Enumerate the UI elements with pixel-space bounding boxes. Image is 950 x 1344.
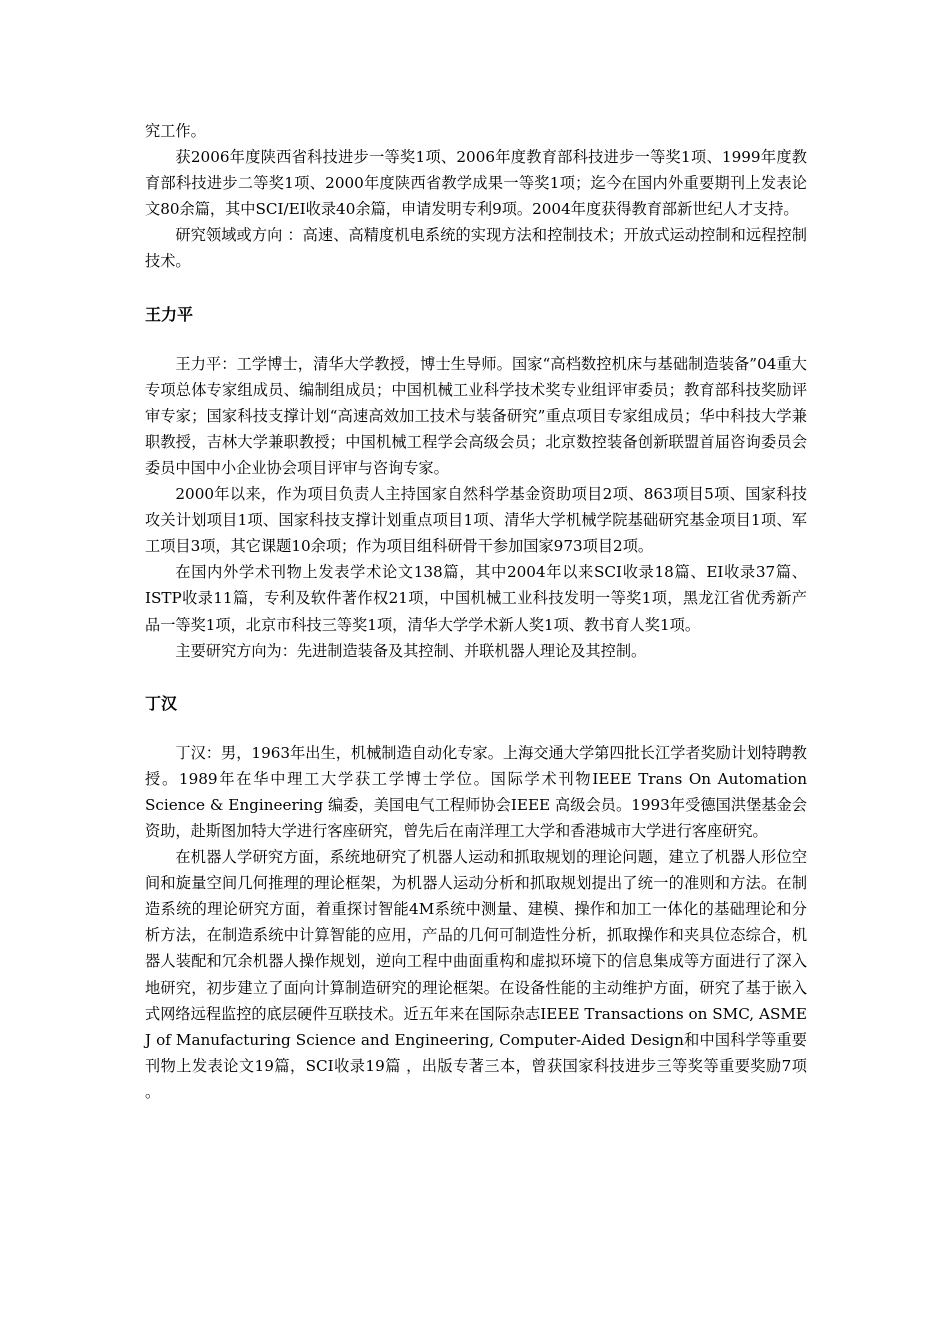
paragraph-research-field: 研究领域或方向 ：高速、高精度机电系统的实现方法和控制技术；开放式运动控制和远程控制技术。 — [145, 226, 807, 271]
paragraph-bio-wang: 王力平：工学博士，清华大学教授，博士生导师。国家“高档数控机床与基础制造装备”04重大专项总体专家组成员、编制组成员；中国机械工业科学技术奖专业组评审委员；教育部科技奖励评审专家；国家科技支撑计划“高速高效加工技术与装备研究”重点项目专家组成员；华中科技大学兼职教授，吉林大学兼职教授；中国机械工程学会高级会员；北京数控装备创新联盟首届咨询委员会委员中国中小企业协会项目评审与咨询专家。 — [145, 354, 807, 477]
paragraph-research-direction-wang: 主要研究方向为：先进制造装备及其控制、并联机器人理论及其控制。 — [175, 641, 647, 660]
paragraph-research-ding: 在机器人学研究方面，系统地研究了机器人运动和抓取规划的理论问题，建立了机器人形位空间和旋量空间几何推理的理论框架，为机器人运动分析和抓取规划提出了统一的准则和方法。在制造系统的理论研究方面，着重探讨智能4M系统中测量、建模、操作和加工一体化的基础理论和分析方法，在制造系统中计算智能的应用，产品的几何可制造性分析，抓取操作和夹具位态综合，机器人装配和冗余机器人操作规划，逆向工程中曲面重构和虚拟环境下的信息集成等方面进行了深入地研究，初步建立了面向计算制造研究的理论框架。在设备性能的主动维护方面，研究了基于嵌入式网络远程监控的底层硬件互联技术。近五年来在国际杂志IEEE Transactions on SMC, ASME J of Manufacturing Science and Engineering, Computer-Aided Design和中国科学等重要刊物上发表论文19篇，SCI收录19篇 ，出版专著三本，曾获国家科技进步三等奖等重要奖励7项 。 — [145, 848, 807, 1101]
paragraph-bio-ding: 丁汉：男，1963年出生，机械制造自动化专家。上海交通大学第四批长江学者奖励计划特聘教授。1989年在华中理工大学获工学博士学位。国际学术刊物IEEE Trans On Automation Science & Engineering 编委，美国电气工程师协会IEEE 高级会员。1993年受德国洪堡基金会资助，赴斯图加特大学进行客座研究，曾先后在南洋理工大学和香港城市大学进行客座研究。 — [145, 743, 807, 840]
document-page — [145, 118, 807, 1105]
paragraph-publications-wang: 在国内外学术刊物上发表学术论文138篇，其中2004年以来SCI收录18篇、EI收录37篇、ISTP收录11篇，专利及软件著作权21项，中国机械工业科技发明一等奖1项，黑龙江省优秀新产品一等奖1项，北京市科技三等奖1项，清华大学学术新人奖1项、教书育人奖1项。 — [145, 563, 807, 634]
paragraph-projects-wang: 2000年以来，作为项目负责人主持国家自然科学基金资助项目2项、863项目5项、国家科技攻关计划项目1项、国家科技支撑计划重点项目1项、清华大学机械学院基础研究基金项目1项、军工项目3项，其它课题10余项；作为项目组科研骨干参加国家973项目2项。 — [145, 485, 807, 556]
paragraph-awards: 获2006年度陕西省科技进步一等奖1项、2006年度教育部科技进步一等奖1项、1999年度教育部科技进步二等奖1项、2000年度陕西省教学成果一等奖1项；迄今在国内外重要期刊上发表论文80余篇，其中SCI/EI收录40余篇，申请发明专利9项。2004年度获得教育部新世纪人才支持。 — [145, 148, 807, 219]
section-heading-wang-liping: 王力平 — [145, 304, 194, 324]
paragraph-continuation: 究工作。 — [145, 122, 206, 140]
section-heading-ding-han: 丁汉 — [145, 693, 178, 713]
